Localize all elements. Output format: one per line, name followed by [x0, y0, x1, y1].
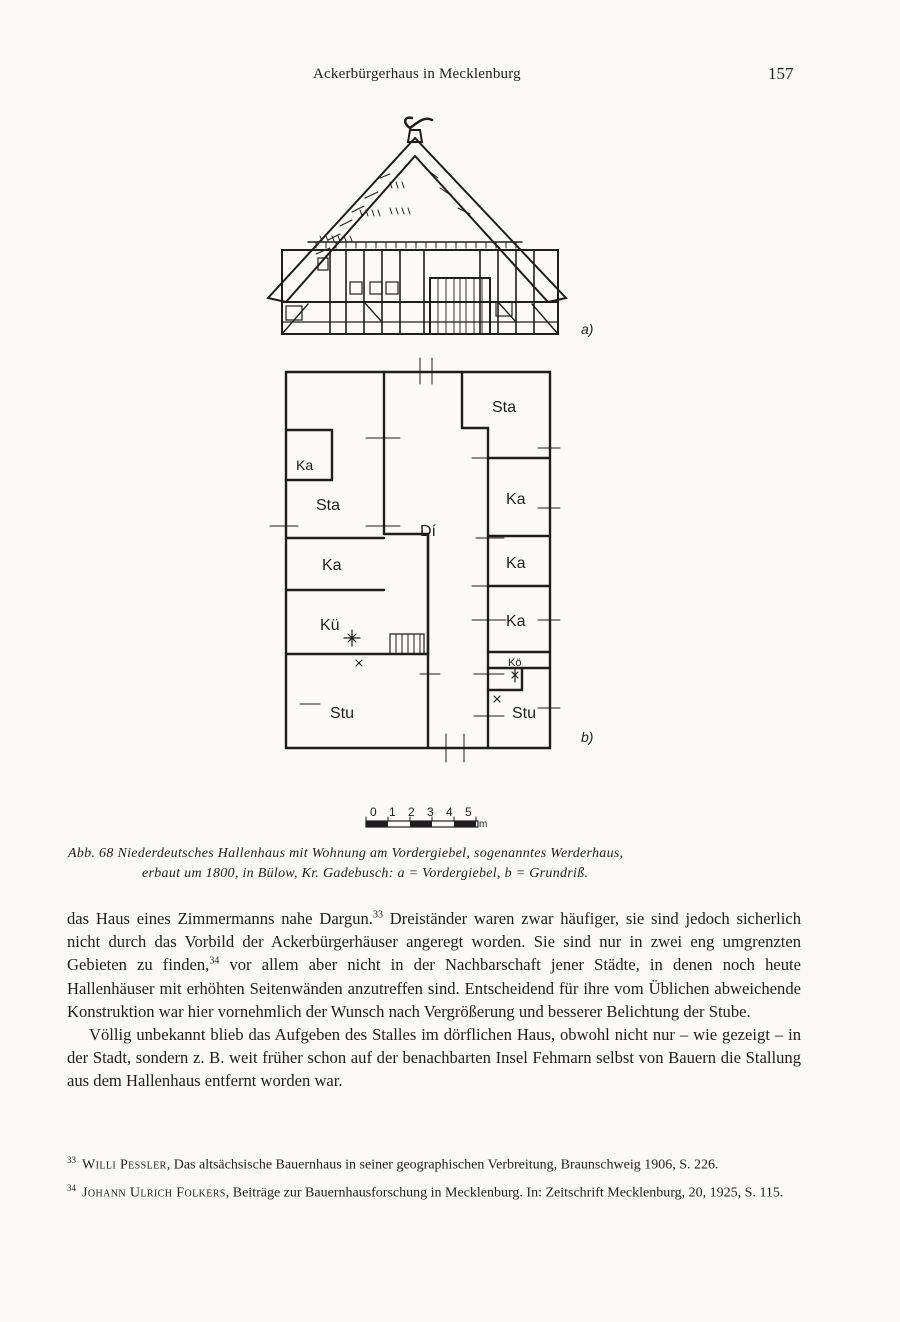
paragraph-2: Völlig unbekannt blieb das Aufgeben des Stalles im dörflichen Haus, obwohl nicht nur – wie gezeigt – in der Stadt, sondern z. B. weit früher schon auf der benachbarten Insel Fehmarn selbst von Bauern die Stallung aus dem Hallenhaus entfernt worden war.	[67, 1025, 801, 1091]
scale-tick-5: 5	[465, 805, 472, 819]
scale-unit: m	[479, 819, 488, 828]
room-label-sta-right: Sta	[492, 399, 517, 416]
body-text	[67, 907, 801, 1093]
footnote-ref-34: 34	[209, 955, 220, 967]
paragraph-1-part-3: vor allem aber nicht in der Nachbarschaft jener Städte, in denen noch heute Hallenhäuser mit erhöhten Seitenwänden anzutreffen sind. Entscheidend für ihre vom Üblichen abweichende Konstruktion war hier vornehmlich der Wunsch nach Vergrößerung und besserer Belichtung der Stube.	[67, 955, 801, 1021]
footnote-34	[67, 1178, 801, 1204]
room-label-ka-right-3: Ka	[506, 613, 526, 630]
paragraph-1	[67, 907, 801, 1023]
room-label-ku: Kü	[320, 617, 340, 634]
page-number: 157	[768, 64, 794, 83]
room-label-stu-left: Stu	[330, 705, 355, 722]
footnote-text: , Beiträge zur Bauernhausforschung in Mecklenburg. In: Zeitschrift Mecklenburg, 20, 1925, S. 115.	[225, 1185, 784, 1201]
paragraph-1-part-1: das Haus eines Zimmermanns nahe Dargun.	[67, 909, 373, 928]
house-drawing	[260, 108, 640, 828]
caption-line-2: erbaut um 1800, in Bülow, Kr. Gadebusch: a = Vordergiebel, b = Grundriß.	[142, 866, 589, 881]
scale-tick-0: 0	[370, 805, 377, 819]
footnote-text: , Das altsächsische Bauernhaus in seiner geographischen Verbreitung, Braunschweig 1906, S. 226.	[166, 1157, 719, 1173]
scale-tick-1: 1	[389, 805, 396, 819]
figure-label-a: a)	[581, 321, 594, 337]
paragraph-1-part-2: Dreiständer waren zwar häufiger, sie sind jedoch sicherlich nicht durch das Vorbild der Ackerbürgerhäuser angeregt worden. Sie sind nur in zwei eng umgrenzten Gebieten zu finden,	[67, 909, 801, 975]
figure-label-b: b)	[581, 729, 594, 745]
scale-bar	[366, 817, 478, 827]
footnote-ref-33: 33	[372, 909, 383, 921]
scale-tick-4: 4	[446, 805, 453, 819]
figure-house-drawing	[260, 108, 640, 828]
running-head-title: Ackerbürgerhaus in Mecklenburg	[313, 66, 521, 82]
scale-tick-3: 3	[427, 805, 434, 819]
room-label-ka-small: Ka	[296, 457, 314, 473]
figure-caption	[68, 844, 838, 884]
footnote-author: Willi Pessler	[82, 1157, 167, 1173]
room-label-stu-right: Stu	[512, 705, 537, 722]
room-label-di: Dí	[420, 523, 436, 540]
footnote-author: Johann Ulrich Folkers	[82, 1185, 226, 1201]
gable-elevation	[268, 118, 566, 334]
footnotes	[67, 1150, 801, 1205]
footnote-number: 33	[67, 1155, 76, 1165]
caption-line-1: Abb. 68 Niederdeutsches Hallenhaus mit Wohnung am Vordergiebel, sogenanntes Werderhaus,	[68, 846, 624, 861]
room-label-sta-left: Sta	[316, 497, 341, 514]
room-label-ko: Kö	[508, 657, 522, 669]
room-label-ka-right-1: Ka	[506, 491, 526, 508]
footnote-number: 34	[67, 1182, 76, 1193]
footnote-33	[67, 1150, 801, 1176]
scale-tick-2: 2	[408, 805, 415, 819]
room-label-ka-right-2: Ka	[506, 555, 526, 572]
room-label-ka-left: Ka	[322, 557, 342, 574]
